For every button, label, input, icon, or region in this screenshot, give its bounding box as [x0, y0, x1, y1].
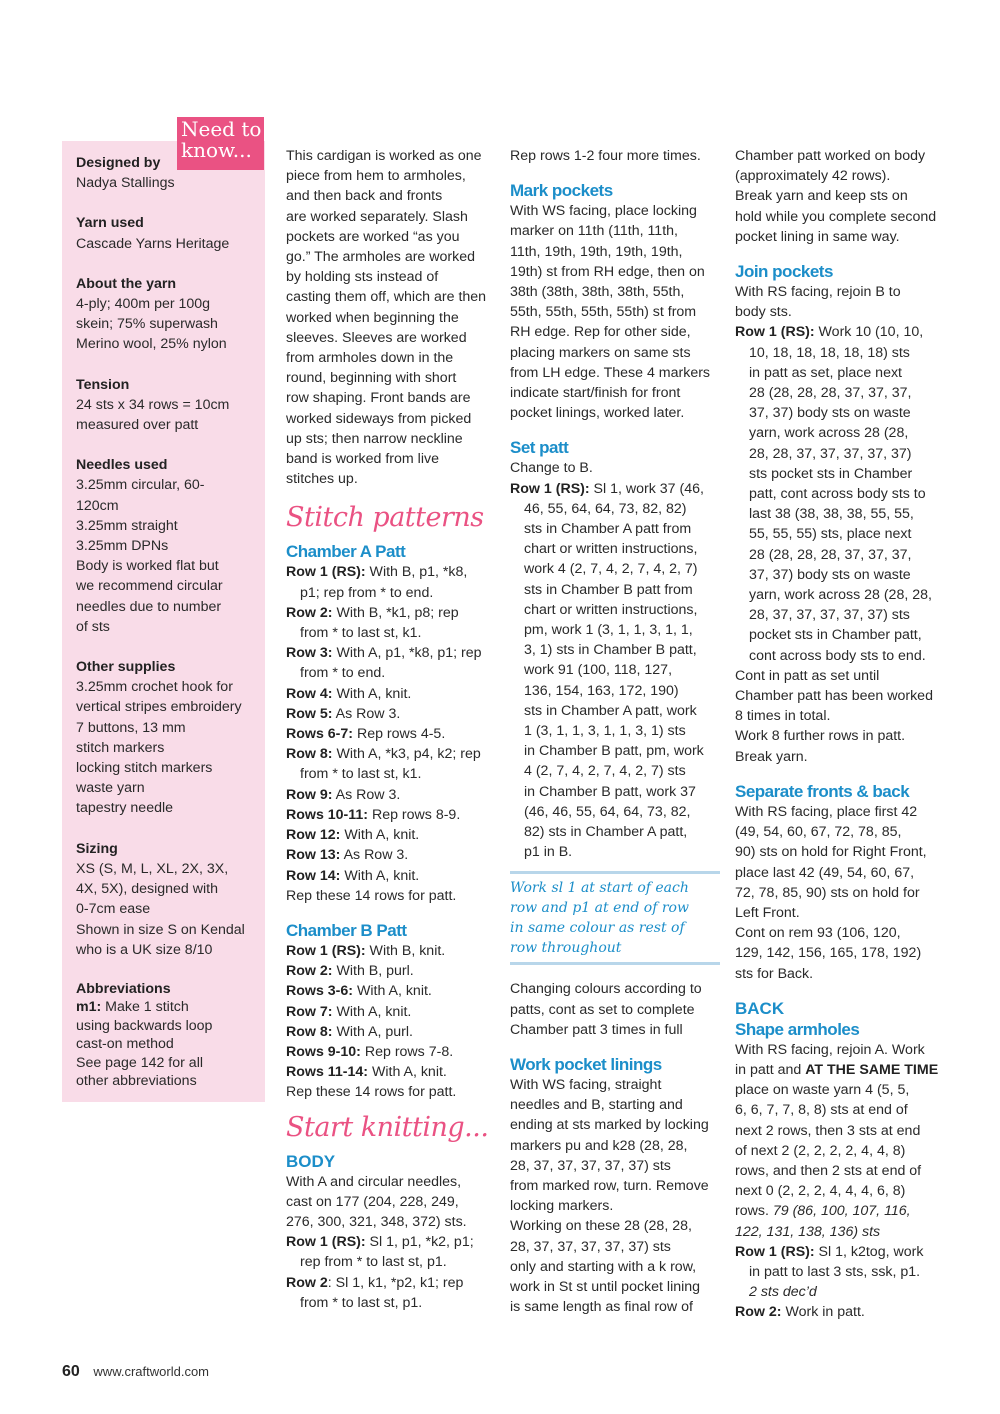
row-text: from * to last st, p1. [300, 1294, 423, 1311]
pattern-end: Rep these 14 rows for patt. [286, 1084, 457, 1101]
row-text: 82) sts in Chamber A patt, [524, 824, 688, 841]
linings-line: from marked row, turn. Remove [510, 1177, 709, 1194]
row-text: sts in Chamber B patt from [524, 581, 693, 598]
tip-line: in same colour as rest of [510, 919, 685, 936]
row-label: Row 2: [286, 963, 333, 980]
abbr-def: Make 1 stitch [101, 999, 189, 1016]
tension-line: 24 sts x 34 rows = 10cm [76, 396, 230, 413]
tension-heading: Tension [76, 376, 130, 393]
row-note: 2 sts dec’d [749, 1284, 817, 1301]
about-yarn-line: skein; 75% superwash [76, 316, 218, 333]
column-2 [510, 146, 720, 1317]
sizing-line: Shown in size S on Kendal [76, 921, 245, 938]
pattern-row [286, 643, 496, 663]
needles-line: 120cm [76, 497, 119, 514]
shape-line [735, 1201, 945, 1221]
shape-text: rows. [735, 1203, 773, 1220]
shape-line [735, 1060, 945, 1080]
tip-box [510, 871, 720, 966]
mark-line: 19th) st from RH edge, then on [510, 263, 705, 280]
row-text: rep from * to last st, p1. [300, 1254, 447, 1271]
set-patt-title: Set patt [510, 438, 569, 458]
website-link[interactable]: www.craftworld.com [93, 1364, 209, 1379]
intro-line: sleeves. Sleeves are worked [286, 329, 467, 346]
needles-line: of sts [76, 618, 110, 635]
row-text: Rep rows 4-5. [353, 726, 446, 743]
pattern-row [286, 805, 496, 825]
intro-line: up sts; then narrow neckline [286, 430, 463, 447]
row-label: Row 2: [735, 1304, 782, 1321]
mark-line: from LH edge. These 4 markers [510, 364, 711, 381]
page-footer [62, 1362, 209, 1382]
intro-line: worked when beginning the [286, 309, 459, 326]
intro-line: go.” The armholes are worked [286, 249, 475, 266]
body-line: With A and circular needles, [286, 1173, 462, 1190]
designer-heading: Designed by [76, 155, 161, 171]
cont-line: pocket lining in same way. [735, 228, 900, 245]
row-label: Row 7: [286, 1003, 333, 1020]
join-after-line: 8 times in total. [735, 708, 831, 725]
row-label: Row 2 [286, 1274, 328, 1291]
supplies-line: waste yarn [76, 780, 145, 797]
needles-line: 3.25mm DPNs [76, 538, 169, 555]
needles-line: 3.25mm straight [76, 517, 178, 534]
row-text: 3, 1) sts in Chamber B patt, [524, 642, 697, 659]
start-knitting-title: Start knitting... [286, 1111, 489, 1143]
linings-line: work in St st until pocket lining [510, 1278, 701, 1295]
join-line: body sts. [735, 304, 792, 321]
row-text: 10, 18, 18, 18, 18, 18) sts [749, 344, 910, 361]
row-text: in Chamber B patt, pm, work [524, 743, 704, 760]
join-after-line: Work 8 further rows in patt. [735, 728, 906, 745]
row-text: 136, 154, 163, 172, 190) [524, 682, 679, 699]
sizing-line: 0-7cm ease [76, 901, 151, 918]
changing-line: Changing colours according to [510, 981, 702, 998]
need-to-know-badge [177, 117, 264, 170]
abbr-line [76, 998, 257, 1017]
abbr-line: cast-on method [76, 1036, 174, 1053]
tension-block [76, 375, 257, 436]
row-label: Rows 9-10: [286, 1043, 361, 1060]
row-label: Row 5: [286, 705, 333, 722]
join-pockets-title: Join pockets [735, 262, 833, 282]
pattern-row [286, 1042, 496, 1062]
join-after-line: Break yarn. [735, 748, 808, 765]
row-text: patt, cont across body sts to [749, 486, 926, 503]
pattern-row [286, 866, 496, 886]
separate-fronts-title: Separate fronts & back [735, 781, 910, 801]
about-yarn-heading: About the yarn [76, 275, 177, 292]
row-text: With A, p1, *k8, p1; rep [332, 645, 482, 662]
pattern-row [286, 941, 496, 961]
join-line: With RS facing, rejoin B to [735, 284, 901, 301]
pocket-linings-title: Work pocket linings [510, 1054, 662, 1074]
row-label: Row 1 (RS): [510, 480, 590, 497]
row-label: Row 1 (RS): [735, 324, 815, 341]
row-text: As Row 3. [332, 705, 401, 722]
pattern-row [510, 479, 720, 499]
row-text: Work in patt. [781, 1304, 865, 1321]
row-label: Rows 10-11: [286, 806, 369, 823]
pattern-row [286, 825, 496, 845]
sizing-line: 4X, 5X), designed with [76, 881, 218, 898]
sep-line: 129, 142, 156, 165, 178, 192) [735, 945, 922, 962]
pattern-row [286, 562, 496, 582]
row-text: from * to last st, k1. [300, 766, 422, 783]
row-text: in patt as set, place next [749, 364, 903, 381]
row-text: As Row 3. [340, 847, 409, 864]
set-line: Change to B. [510, 460, 593, 477]
row-text: work 4 (2, 7, 4, 2, 7, 4, 2, 7) [524, 561, 698, 578]
mark-line: 11th, 19th, 19th, 19th, 19th, [510, 243, 683, 260]
tip-line: row throughout [510, 940, 622, 957]
shape-line: 6, 6, 7, 7, 8, 8) sts at end of [735, 1102, 908, 1119]
sep-line: 90) sts on hold for Right Front, [735, 844, 927, 861]
back-title: BACK [735, 998, 785, 1018]
row-text: last 38 (38, 38, 38, 55, 55, [749, 506, 914, 523]
mark-pockets-title: Mark pockets [510, 181, 613, 201]
row-text: With B, purl. [332, 963, 414, 980]
pattern-row [286, 981, 496, 1001]
abbr-line: See page 142 for all [76, 1054, 203, 1071]
row-text: pocket sts in Chamber patt, [749, 627, 922, 644]
pattern-row [286, 1273, 496, 1293]
pattern-row [286, 603, 496, 623]
tension-line: measured over patt [76, 417, 199, 434]
abbr-line: using backwards loop [76, 1017, 213, 1034]
abbreviations-heading: Abbreviations [76, 980, 171, 997]
supplies-line: locking stitch markers [76, 760, 213, 777]
row-text: chart or written instructions, [524, 601, 698, 618]
row-label: Row 14: [286, 867, 341, 884]
supplies-line: stitch markers [76, 739, 165, 756]
sizing-block [76, 839, 257, 960]
pattern-row [286, 961, 496, 981]
mark-line: With WS facing, place locking [510, 203, 697, 220]
linings-line: only and starting with a k row, [510, 1258, 697, 1275]
stitch-count: 79 (86, 100, 107, 116, [772, 1203, 911, 1220]
stitch-patterns-title: Stitch patterns [286, 502, 484, 534]
intro-line: worked sideways from picked [286, 410, 472, 427]
supplies-heading: Other supplies [76, 659, 176, 676]
abbr-term: m1: [76, 999, 102, 1016]
row-label: Rows 6-7: [286, 726, 354, 743]
sep-line: 72, 78, 85, 90) sts on hold for [735, 884, 920, 901]
row-text: sts in Chamber A patt from [524, 521, 692, 538]
badge-line: know... [181, 138, 252, 162]
supplies-block [76, 657, 257, 819]
designer-line: Nadya Stallings [76, 175, 175, 192]
row-text: With A, *k3, p4, k2; rep [332, 746, 481, 763]
row-label: Rows 3-6: [286, 983, 354, 1000]
row-text: work 91 (100, 118, 127, [524, 662, 673, 679]
row-text: 1 (3, 1, 1, 3, 1, 1, 3, 1) sts [524, 723, 686, 740]
row-text: yarn, work across 28 (28, [749, 425, 909, 442]
intro-line: pockets are worked “as you [286, 228, 460, 245]
row-label: Row 8: [286, 746, 333, 763]
intro-line: and then back and fronts [286, 188, 443, 205]
row-text: Rep rows 7-8. [360, 1043, 454, 1060]
row-text: 55, 55, 55) sts, place next [749, 526, 912, 543]
linings-line: 28, 37, 37, 37, 37, 37) sts [510, 1238, 671, 1255]
changing-line: Chamber patt 3 times in full [510, 1021, 683, 1038]
pattern-row [286, 724, 496, 744]
sep-line: With RS facing, place first 42 [735, 803, 918, 820]
row-text: cont across body sts to end. [749, 647, 926, 664]
row-text: With B, knit. [365, 942, 446, 959]
pattern-row [286, 1002, 496, 1022]
intro-paragraph [286, 146, 496, 489]
supplies-line: 7 buttons, 13 mm [76, 719, 186, 736]
intro-line: piece from hem to armholes, [286, 168, 466, 185]
pattern-end: Rep these 14 rows for patt. [286, 887, 457, 904]
linings-line: Working on these 28 (28, 28, [510, 1218, 692, 1235]
row-text: Sl 1, k2tog, work [814, 1243, 924, 1260]
row-label: Row 3: [286, 645, 333, 662]
shape-line: place on waste yarn 4 (5, 5, [735, 1082, 910, 1099]
linings-line: With WS facing, straight [510, 1076, 662, 1093]
row-label: Row 2: [286, 604, 333, 621]
rep-line: Rep rows 1-2 four more times. [510, 148, 701, 164]
page-number: 60 [62, 1363, 80, 1380]
row-text: With B, p1, *k8, [365, 564, 468, 581]
sizing-line: who is a UK size 8/10 [76, 941, 213, 958]
row-label: Rows 11-14: [286, 1064, 369, 1081]
row-label: Row 1 (RS): [735, 1243, 815, 1260]
row-text: 37, 37) body sts on waste [749, 405, 911, 422]
intro-line: are worked separately. Slash [286, 208, 468, 225]
row-text: in Chamber B patt, work 37 [524, 783, 696, 800]
about-yarn-line: Merino wool, 25% nylon [76, 336, 227, 353]
row-text: With A, knit. [340, 867, 420, 884]
pattern-row [286, 1022, 496, 1042]
pattern-row [286, 744, 496, 764]
row-text: With A, purl. [332, 1023, 413, 1040]
intro-line: row shaping. Front bands are [286, 390, 471, 407]
row-label: Row 1 (RS): [286, 1234, 366, 1251]
cont-line: (approximately 42 rows). [735, 168, 891, 185]
badge-line: Need to [181, 117, 262, 141]
intro-line: by holding sts instead of [286, 269, 439, 286]
need-to-know-panel [62, 138, 265, 1102]
row-text: (46, 46, 55, 64, 64, 73, 82, [524, 803, 691, 820]
supplies-line: vertical stripes embroidery [76, 699, 242, 716]
mark-line: indicate start/finish for front [510, 385, 681, 402]
intro-line: round, beginning with short [286, 370, 457, 387]
sizing-heading: Sizing [76, 840, 118, 857]
pattern-row [286, 785, 496, 805]
sizing-line: XS (S, M, L, XL, 2X, 3X, [76, 860, 229, 877]
pattern-row [286, 704, 496, 724]
body-title: BODY [286, 1151, 336, 1171]
pattern-row [286, 845, 496, 865]
intro-line: band is worked from live [286, 451, 439, 468]
row-text: Work 10 (10, 10, [814, 324, 924, 341]
row-label: Row 1 (RS): [286, 942, 366, 959]
pattern-row [735, 1302, 945, 1322]
row-text: yarn, work across 28 (28, 28, [749, 587, 932, 604]
tip-line: row and p1 at end of row [510, 899, 689, 916]
row-label: Row 8: [286, 1023, 333, 1040]
mark-line: pocket linings, worked later. [510, 405, 685, 422]
needles-heading: Needles used [76, 457, 168, 474]
linings-line: is same length as final row of [510, 1299, 693, 1316]
shape-line: With RS facing, rejoin A. Work [735, 1041, 925, 1058]
row-text: 28, 37, 37, 37, 37, 37) sts [749, 607, 910, 624]
row-text: With A, knit. [340, 827, 420, 844]
row-text: sts in Chamber A patt, work [524, 702, 697, 719]
body-line: 276, 300, 321, 348, 372) sts. [286, 1213, 467, 1230]
linings-line: locking markers. [510, 1198, 614, 1215]
mark-line: RH edge. Rep for other side, [510, 324, 691, 341]
stitch-count: 122, 131, 138, 136) sts [735, 1223, 881, 1240]
column-3 [735, 146, 945, 1323]
linings-line: 28, 37, 37, 37, 37, 37) sts [510, 1157, 671, 1174]
chamber-b-title: Chamber B Patt [286, 920, 407, 940]
intro-line: This cardigan is worked as one [286, 148, 482, 164]
mark-line: 38th (38th, 38th, 38th, 55th, [510, 284, 685, 301]
row-label: Row 13: [286, 847, 341, 864]
abbr-line: other abbreviations [76, 1073, 197, 1090]
supplies-line: tapestry needle [76, 800, 174, 817]
chamber-a-title: Chamber A Patt [286, 542, 406, 562]
mark-line: 55th, 55th, 55th, 55th) st from [510, 304, 697, 321]
row-text: With A, knit. [368, 1064, 447, 1081]
intro-line: stitches up. [286, 471, 358, 488]
about-yarn-block [76, 274, 257, 355]
abbreviations-block [76, 980, 257, 1091]
pattern-row [286, 1062, 496, 1082]
cont-line: hold while you complete second [735, 208, 937, 225]
row-text: chart or written instructions, [524, 541, 698, 558]
sep-line: Left Front. [735, 904, 800, 921]
pattern-row [286, 1232, 496, 1252]
about-yarn-line: 4-ply; 400m per 100g [76, 296, 211, 313]
needles-line: needles due to number [76, 598, 222, 615]
intro-line: from armholes down in the [286, 350, 454, 367]
needles-block [76, 455, 257, 637]
row-text: pm, work 1 (3, 1, 1, 3, 1, 1, [524, 622, 693, 639]
row-text: As Row 3. [332, 786, 401, 803]
shape-line: rows, and then 2 sts at end of [735, 1162, 922, 1179]
mark-line: marker on 11th (11th, 11th, [510, 223, 678, 240]
row-text: from * to end. [300, 665, 386, 682]
pattern-row [735, 322, 945, 342]
row-label: Row 1 (RS): [286, 564, 366, 581]
row-text: 28 (28, 28, 28, 37, 37, 37, [749, 385, 912, 402]
needles-line: Body is worked flat but [76, 558, 219, 575]
needles-line: we recommend circular [76, 578, 223, 595]
row-text: sts pocket sts in Chamber [749, 465, 913, 482]
changing-line: patts, cont as set to complete [510, 1001, 695, 1018]
shape-line: next 2 rows, then 3 sts at end [735, 1122, 921, 1139]
join-after-line: Cont in patt as set until [735, 667, 880, 684]
column-1 [286, 146, 496, 1313]
body-line: cast on 177 (204, 228, 249, [286, 1193, 459, 1210]
supplies-line: 3.25mm crochet hook for [76, 679, 233, 696]
row-text: from * to last st, k1. [300, 625, 422, 642]
linings-line: needles and B, starting and [510, 1097, 683, 1114]
shape-armholes-title: Shape armholes [735, 1019, 860, 1039]
join-after-line: Chamber patt has been worked [735, 688, 933, 705]
row-label: Row 12: [286, 827, 341, 844]
row-text: in patt to last 3 sts, ssk, p1. [749, 1263, 921, 1280]
linings-line: ending at sts marked by locking [510, 1117, 709, 1134]
needles-line: 3.25mm circular, 60- [76, 477, 205, 494]
row-text: Sl 1, p1, *k2, p1; [365, 1234, 474, 1251]
linings-line: markers pu and k28 (28, 28, [510, 1137, 688, 1154]
yarn-line: Cascade Yarns Heritage [76, 235, 230, 252]
row-text: With A, knit. [332, 685, 412, 702]
row-text: p1 in B. [524, 844, 573, 861]
row-text: With A, knit. [332, 1003, 412, 1020]
cont-line: Break yarn and keep sts on [735, 188, 908, 205]
row-text: With A, knit. [353, 983, 432, 1000]
shape-text: in patt and [735, 1061, 806, 1078]
row-text: 46, 55, 64, 64, 73, 82, 82) [524, 500, 687, 517]
sep-line: (49, 54, 60, 67, 72, 78, 85, [735, 824, 902, 841]
row-text: Sl 1, work 37 (46, [589, 480, 704, 497]
yarn-block [76, 213, 257, 253]
tip-line: Work sl 1 at start of each [510, 879, 689, 896]
pattern-row [286, 684, 496, 704]
cont-line: Chamber patt worked on body [735, 148, 926, 164]
intro-line: casting them off, which are then [286, 289, 487, 306]
shape-emphasis: AT THE SAME TIME [805, 1061, 939, 1078]
yarn-heading: Yarn used [76, 215, 144, 232]
pattern-row [735, 1242, 945, 1262]
row-text: 28, 28, 37, 37, 37, 37, 37) [749, 445, 912, 462]
shape-line: next 0 (2, 2, 2, 4, 4, 4, 6, 8) [735, 1183, 906, 1200]
row-text: 28 (28, 28, 28, 37, 37, 37, [749, 546, 912, 563]
row-text: : Sl 1, k1, *p2, k1; rep [327, 1274, 464, 1291]
row-text: 4 (2, 7, 4, 2, 7, 4, 2, 7) sts [524, 763, 686, 780]
sep-line: place last 42 (49, 54, 60, 67, [735, 864, 915, 881]
sep-line: sts for Back. [735, 965, 814, 982]
shape-line: of next 2 (2, 2, 2, 2, 4, 4, 8) [735, 1142, 906, 1159]
row-label: Row 9: [286, 786, 333, 803]
sep-line: Cont on rem 93 (106, 120, [735, 925, 901, 942]
row-text: With B, *k1, p8; rep [332, 604, 459, 621]
row-text: p1; rep from * to end. [300, 584, 434, 601]
row-text: 37, 37) body sts on waste [749, 566, 911, 583]
mark-line: placing markers on same sts [510, 344, 691, 361]
row-text: Rep rows 8-9. [368, 806, 461, 823]
row-label: Row 4: [286, 685, 333, 702]
